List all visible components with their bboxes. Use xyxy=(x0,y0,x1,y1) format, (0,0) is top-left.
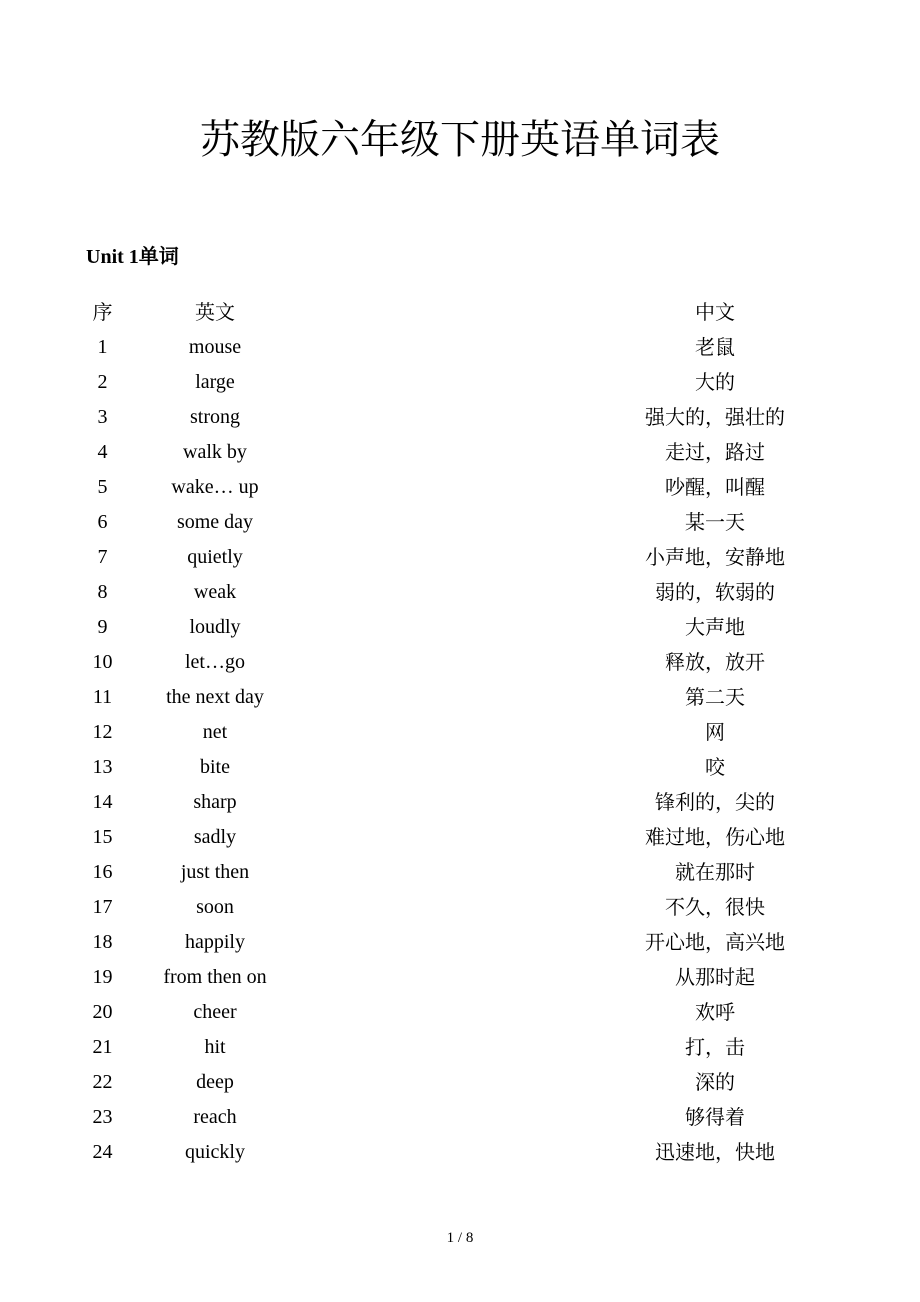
row-index: 10 xyxy=(92,651,113,673)
row-spacer xyxy=(295,890,600,925)
row-chinese: 开心地，高兴地 xyxy=(645,930,785,954)
vocabulary-table-body xyxy=(70,330,830,1170)
row-english: hit xyxy=(204,1036,226,1058)
row-index: 6 xyxy=(97,511,108,533)
row-spacer xyxy=(295,365,600,400)
row-index: 11 xyxy=(92,686,113,708)
row-spacer xyxy=(295,715,600,750)
row-chinese: 老鼠 xyxy=(695,335,735,359)
row-spacer xyxy=(295,1030,600,1065)
row-english: from then on xyxy=(163,966,267,988)
header-chinese: 中文 xyxy=(695,300,735,324)
row-index: 20 xyxy=(92,1001,113,1023)
row-english: wake… up xyxy=(171,476,259,498)
row-chinese: 第二天 xyxy=(685,685,745,709)
row-spacer xyxy=(295,575,600,610)
row-index: 24 xyxy=(92,1141,113,1163)
row-english: mouse xyxy=(188,336,242,358)
row-chinese: 大的 xyxy=(695,370,735,394)
table-row xyxy=(70,890,830,925)
table-row xyxy=(70,575,830,610)
table-row xyxy=(70,1100,830,1135)
row-spacer xyxy=(295,750,600,785)
document-title: 苏教版六年级下册英语单词表 xyxy=(200,117,720,163)
row-spacer xyxy=(295,820,600,855)
header-index: 序 xyxy=(92,300,113,324)
row-index: 5 xyxy=(97,476,108,498)
table-row xyxy=(70,610,830,645)
row-spacer xyxy=(295,1065,600,1100)
row-chinese: 咬 xyxy=(705,755,725,779)
row-chinese: 就在那时 xyxy=(675,860,755,884)
row-english: quickly xyxy=(185,1141,245,1163)
vocabulary-table xyxy=(70,295,830,1170)
row-spacer xyxy=(295,505,600,540)
row-spacer xyxy=(295,995,600,1030)
row-spacer xyxy=(295,960,600,995)
table-row xyxy=(70,785,830,820)
row-index: 19 xyxy=(92,966,113,988)
table-row xyxy=(70,925,830,960)
row-chinese: 从那时起 xyxy=(675,965,755,989)
row-chinese: 不久，很快 xyxy=(665,895,765,919)
row-chinese: 网 xyxy=(705,720,725,744)
row-chinese: 某一天 xyxy=(685,510,745,534)
row-index: 1 xyxy=(97,336,108,358)
row-english: let…go xyxy=(185,651,245,673)
row-chinese: 打，击 xyxy=(685,1035,745,1059)
row-english: sadly xyxy=(193,826,237,848)
table-row xyxy=(70,960,830,995)
table-header-row xyxy=(70,295,830,330)
page-number: 1 / 8 xyxy=(446,1230,474,1246)
row-chinese: 吵醒，叫醒 xyxy=(665,475,765,499)
table-row xyxy=(70,1135,830,1170)
unit-heading: Unit 1单词 xyxy=(86,246,179,268)
row-spacer xyxy=(295,925,600,960)
table-row xyxy=(70,820,830,855)
table-row xyxy=(70,470,830,505)
row-chinese: 难过地，伤心地 xyxy=(645,825,785,849)
row-spacer xyxy=(295,785,600,820)
row-spacer xyxy=(295,855,600,890)
row-index: 8 xyxy=(97,581,108,603)
row-index: 13 xyxy=(92,756,113,778)
row-english: soon xyxy=(196,896,234,918)
row-spacer xyxy=(295,330,600,365)
row-spacer xyxy=(295,1135,600,1170)
row-index: 4 xyxy=(97,441,108,463)
row-chinese: 够得着 xyxy=(685,1105,745,1129)
row-index: 23 xyxy=(92,1106,113,1128)
row-index: 18 xyxy=(92,931,113,953)
row-spacer xyxy=(295,680,600,715)
row-spacer xyxy=(295,1100,600,1135)
row-english: large xyxy=(195,371,235,393)
row-spacer xyxy=(295,645,600,680)
row-english: walk by xyxy=(183,441,247,463)
row-english: some day xyxy=(176,511,254,533)
row-index: 14 xyxy=(92,791,113,813)
row-chinese: 弱的，软弱的 xyxy=(655,580,775,604)
table-row xyxy=(70,365,830,400)
row-chinese: 迅速地，快地 xyxy=(655,1140,775,1164)
row-english: loudly xyxy=(189,616,241,638)
row-spacer xyxy=(295,470,600,505)
row-english: bite xyxy=(200,756,230,778)
table-row xyxy=(70,995,830,1030)
row-english: net xyxy=(202,721,228,743)
table-row xyxy=(70,505,830,540)
table-row xyxy=(70,680,830,715)
table-row xyxy=(70,540,830,575)
row-chinese: 走过，路过 xyxy=(665,440,765,464)
row-chinese: 强大的，强壮的 xyxy=(645,405,785,429)
row-english: the next day xyxy=(166,686,264,708)
row-index: 21 xyxy=(92,1036,113,1058)
row-english: cheer xyxy=(193,1001,237,1023)
row-index: 12 xyxy=(92,721,113,743)
row-spacer xyxy=(295,540,600,575)
table-row xyxy=(70,855,830,890)
row-english: weak xyxy=(193,581,237,603)
row-english: quietly xyxy=(187,546,243,568)
row-index: 3 xyxy=(97,406,108,428)
row-spacer xyxy=(295,400,600,435)
row-english: just then xyxy=(180,861,250,883)
row-index: 22 xyxy=(92,1071,113,1093)
row-spacer xyxy=(295,435,600,470)
row-index: 2 xyxy=(97,371,108,393)
row-english: strong xyxy=(190,406,240,428)
row-index: 7 xyxy=(97,546,108,568)
row-chinese: 锋利的，尖的 xyxy=(655,790,775,814)
row-chinese: 大声地 xyxy=(685,615,745,639)
header-spacer xyxy=(295,295,600,330)
row-chinese: 释放，放开 xyxy=(665,650,765,674)
row-chinese: 欢呼 xyxy=(695,1000,735,1024)
row-english: happily xyxy=(185,931,245,953)
table-row xyxy=(70,750,830,785)
row-english: deep xyxy=(196,1071,234,1093)
row-index: 9 xyxy=(97,616,108,638)
table-row xyxy=(70,1030,830,1065)
table-row xyxy=(70,435,830,470)
table-row xyxy=(70,400,830,435)
row-index: 16 xyxy=(92,861,113,883)
header-english: 英文 xyxy=(195,300,235,324)
row-english: reach xyxy=(193,1106,237,1128)
row-chinese: 深的 xyxy=(695,1070,735,1094)
row-index: 17 xyxy=(92,896,113,918)
table-row xyxy=(70,715,830,750)
row-english: sharp xyxy=(193,791,237,813)
table-row xyxy=(70,645,830,680)
row-chinese: 小声地，安静地 xyxy=(645,545,785,569)
row-index: 15 xyxy=(92,826,113,848)
row-spacer xyxy=(295,610,600,645)
table-row xyxy=(70,330,830,365)
table-row xyxy=(70,1065,830,1100)
